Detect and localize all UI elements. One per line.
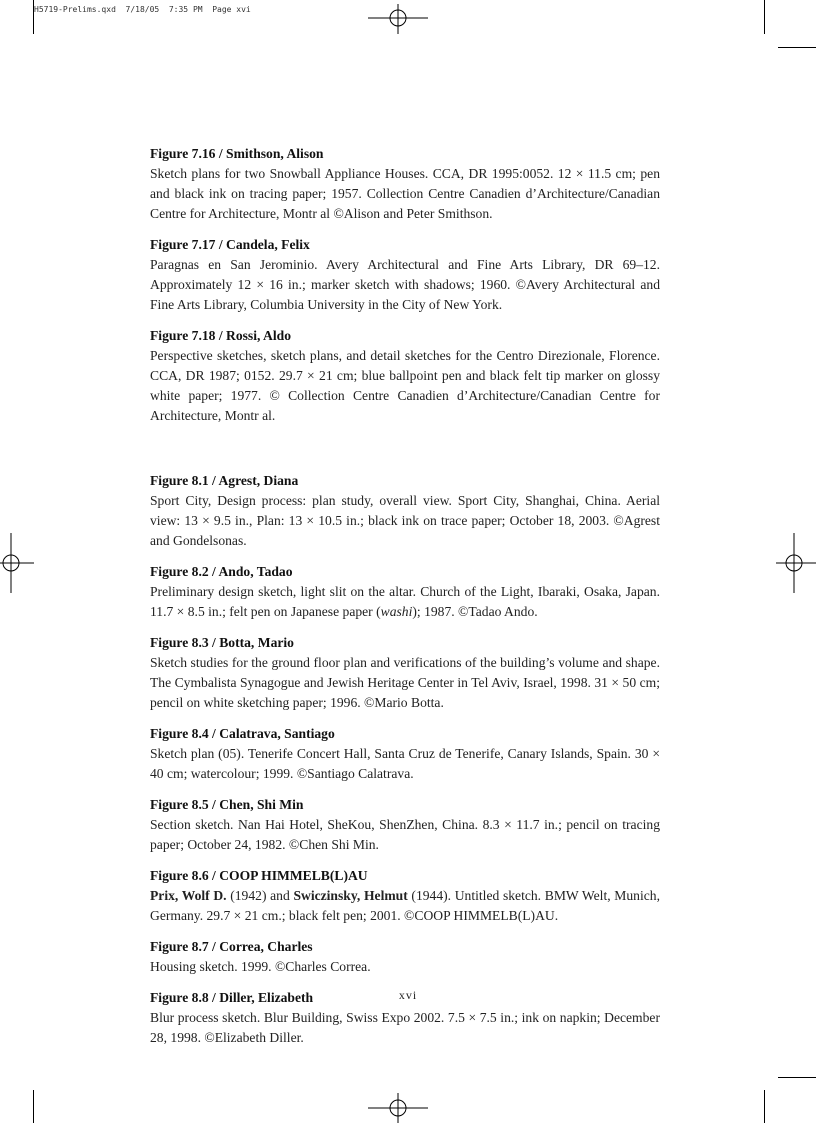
registration-mark-top <box>368 4 428 34</box>
caption-text: ); 1987. ©Tadao Ando. <box>412 604 538 619</box>
figure-credits-list <box>150 144 660 1059</box>
figure-caption: Sport City, Design process: plan study, overall view. Sport City, Shanghai, China. Aerial view: 13 × 9.5 in., Plan: 13 × 10.5 in.; black ink on trace paper; October 18, 2003. ©Agrest and Gondelsonas. <box>150 493 660 548</box>
page-number: xvi <box>398 988 418 1002</box>
figure-title: Figure 8.8 / Diller, Elizabeth <box>150 990 314 1005</box>
crop-mark-top-right <box>764 0 765 34</box>
figure-caption <box>150 582 660 622</box>
print-slug: H5719-Prelims.qxd 7/18/05 7:35 PM Page xvi <box>34 5 251 14</box>
caption-italic: washi <box>380 604 413 619</box>
figure-title: Figure 8.2 / Ando, Tadao <box>150 564 293 579</box>
crop-mark-right-upper <box>778 47 816 48</box>
crop-mark-bottom-right <box>764 1090 765 1123</box>
figure-entry <box>150 326 660 426</box>
figure-title: Figure 8.1 / Agrest, Diana <box>150 473 299 488</box>
registration-mark-right <box>776 533 816 593</box>
caption-text: Preliminary design sketch, light slit on the altar. Church of the Light, Ibaraki, Osaka, Japan. 11.7 × 8.5 in.; felt pen on Japanese paper ( <box>150 584 660 619</box>
figure-entry <box>150 795 660 855</box>
figure-caption <box>150 886 660 926</box>
figure-title: Figure 7.18 / Rossi, Aldo <box>150 328 291 343</box>
registration-mark-left <box>0 533 34 593</box>
figure-title: Figure 7.17 / Candela, Felix <box>150 237 310 252</box>
figure-caption: Sketch plan (05). Tenerife Concert Hall, Santa Cruz de Tenerife, Canary Islands, Spain. 30 × 40 cm; watercolour; 1999. ©Santiago Calatrava. <box>150 746 660 781</box>
crop-mark-right-lower <box>778 1077 816 1078</box>
figure-title: Figure 7.16 / Smithson, Alison <box>150 146 324 161</box>
figure-caption: Perspective sketches, sketch plans, and detail sketches for the Centro Direzionale, Florence. CCA, DR 1987; 0152. 29.7 × 21 cm; blue ballpoint pen and black felt tip marker on glossy white paper; 1977. © Collection Centre Canadien d’Architecture/Canadian Centre for Architecture, Montr al. <box>150 348 660 423</box>
figure-entry <box>150 235 660 315</box>
figure-entry <box>150 866 660 926</box>
figure-entry <box>150 562 660 622</box>
crop-mark-bottom-left <box>33 1090 34 1123</box>
figure-entry <box>150 144 660 224</box>
caption-text: (1942) and <box>226 888 294 903</box>
figure-caption: Section sketch. Nan Hai Hotel, SheKou, ShenZhen, China. 8.3 × 11.7 in.; pencil on tracing paper; October 24, 1982. ©Chen Shi Min. <box>150 817 660 852</box>
figure-caption: Sketch plans for two Snowball Appliance Houses. CCA, DR 1995:0052. 12 × 11.5 cm; pen and black ink on tracing paper; 1957. Collection Centre Canadien d’Architecture/Canadian Centre for Architecture, Montr al ©Alison and Peter Smithson. <box>150 166 660 221</box>
figure-caption: Sketch studies for the ground floor plan and verifications of the building’s volume and shape. The Cymbalista Synagogue and Jewish Heritage Center in Tel Aviv, Israel, 1998. 31 × 50 cm; pencil on white sketching paper; 1996. ©Mario Botta. <box>150 655 660 710</box>
figure-entry <box>150 937 660 977</box>
figure-title: Figure 8.7 / Correa, Charles <box>150 939 313 954</box>
figure-caption: Blur process sketch. Blur Building, Swiss Expo 2002. 7.5 × 7.5 in.; ink on napkin; December 28, 1998. ©Elizabeth Diller. <box>150 1010 660 1045</box>
artist-name: Swiczinsky, Helmut <box>293 888 408 903</box>
figure-title: Figure 8.6 / COOP HIMMELB(L)AU <box>150 868 368 883</box>
artist-name: Prix, Wolf D. <box>150 888 227 903</box>
figure-title: Figure 8.4 / Calatrava, Santiago <box>150 726 335 741</box>
crop-mark-top-left <box>33 0 34 34</box>
figure-entry <box>150 633 660 713</box>
figure-entry <box>150 724 660 784</box>
figure-caption: Paragnas en San Jerominio. Avery Architectural and Fine Arts Library, DR 69–12. Approximately 12 × 16 in.; marker sketch with shadows; 1960. ©Avery Architectural and Fine Arts Library, Columbia University in the City of New York. <box>150 257 660 312</box>
caption-text: (1944). Untitled sketch. BMW Welt, Munich, Germany. 29.7 × 21 cm.; black felt pen; 2001. ©COOP HIMMELB(L)AU. <box>150 888 660 923</box>
figure-entry <box>150 471 660 551</box>
figure-title: Figure 8.5 / Chen, Shi Min <box>150 797 304 812</box>
figure-caption: Housing sketch. 1999. ©Charles Correa. <box>150 959 371 974</box>
registration-mark-bottom <box>368 1093 428 1123</box>
figure-title: Figure 8.3 / Botta, Mario <box>150 635 294 650</box>
